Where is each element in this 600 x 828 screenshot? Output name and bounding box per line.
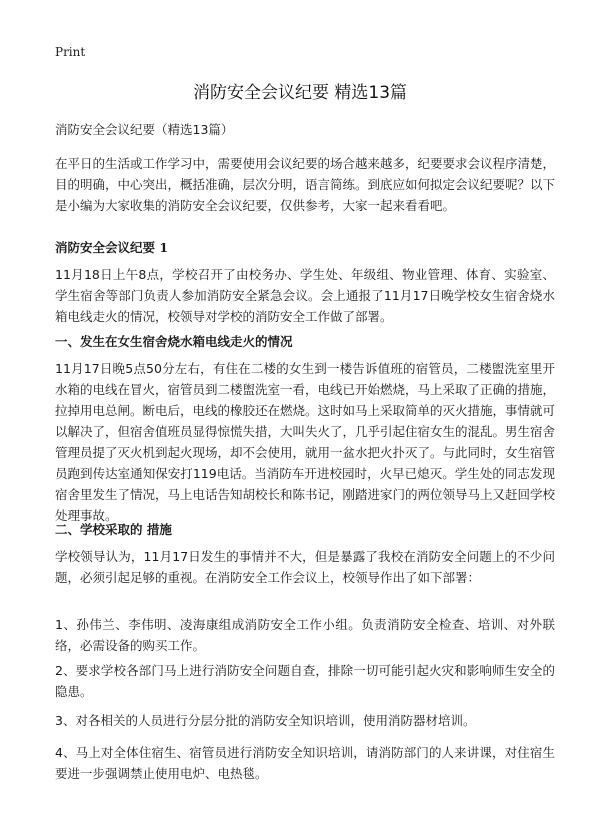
section1-paragraph: 11月18日上午8点，学校召开了由校务办、学生处、年级组、物业管理、体育、实验室、学生宿舍等部门负责人参加消防安全紧急会议。会上通报了11月17日晚学校女生宿舍烧水箱电线走火的情况，校领导对学校的消防安全工作做了部署。: [55, 267, 555, 324]
list-item-3: 3、对各相关的人员进行分层分批的消防安全知识培训，使用消防器材培训。: [55, 713, 476, 728]
part1-paragraph: 11月17日晚5点50分左右，有住在二楼的女生到一楼告诉值班的宿管员，二楼盥洗室里开水箱的电线在冒火，宿管员到二楼盥洗室一看，电线已开始燃烧，马上采取了正确的措施，拉掉用电总闸。断电后，电线的橡胶还在燃烧。这时如马上采取简单的灭火措施，事情就可以解决了，但宿舍值班员显得惊慌失措，大叫失火了，几乎引起住宿女生的混乱。男生宿舍管理员提了灭火机到起火现场，却不会使用，就用一盆水把火扑灭了。与此同时，女生宿管员跑到传达室通知保安打119电话。当消防车开进校园时，火早已熄灭。学生处的同志发现宿舍里发生了情况，马上电话告知胡校长和陈书记，刚踏进家门的两位领导马上又赶回学校处理事故。: [55, 361, 556, 523]
intro-paragraph: 在平日的生活或工作学习中，需要使用会议纪要的场合越来越多，纪要要求会议程序清楚，目的明确，中心突出，概括准确，层次分明，语言简练。到底应如何拟定会议纪要呢？以下是小编为大家收集的消防安全会议纪要，仅供参考，大家一起来看看吧。: [55, 156, 556, 213]
section-heading-1: 消防安全会议纪要 1: [55, 240, 169, 255]
list-item-1: 1、孙伟兰、李伟明、凌海康组成消防安全工作小组。负责消防安全检查、培训、对外联络，必需设备的购买工作。: [55, 617, 555, 653]
document-subtitle: 消防安全会议纪要（精选13篇）: [55, 122, 234, 137]
print-label[interactable]: Print: [55, 45, 86, 59]
list-item-2: 2、要求学校各部门马上进行消防安全问题自查，排除一切可能引起火灾和影响师生安全的隐患。: [55, 663, 555, 699]
part1-heading: 一、发生在女生宿舍烧水箱电线走火的情况: [55, 334, 293, 349]
list-item-4: 4、马上对全体住宿生、宿管员进行消防安全知识培训，请消防部门的人来讲课，对住宿生要进一步强调禁止使用电炉、电热毯。: [55, 745, 555, 781]
part2-paragraph: 学校领导认为，11月17日发生的事情并不大，但是暴露了我校在消防安全问题上的不少问题，必须引起足够的重视。在消防安全工作会议上，校领导作出了如下部署：: [55, 549, 555, 585]
page-title: 消防安全会议纪要 精选13篇: [192, 83, 408, 103]
part2-heading: 二、学校采取的 措施: [55, 522, 172, 537]
